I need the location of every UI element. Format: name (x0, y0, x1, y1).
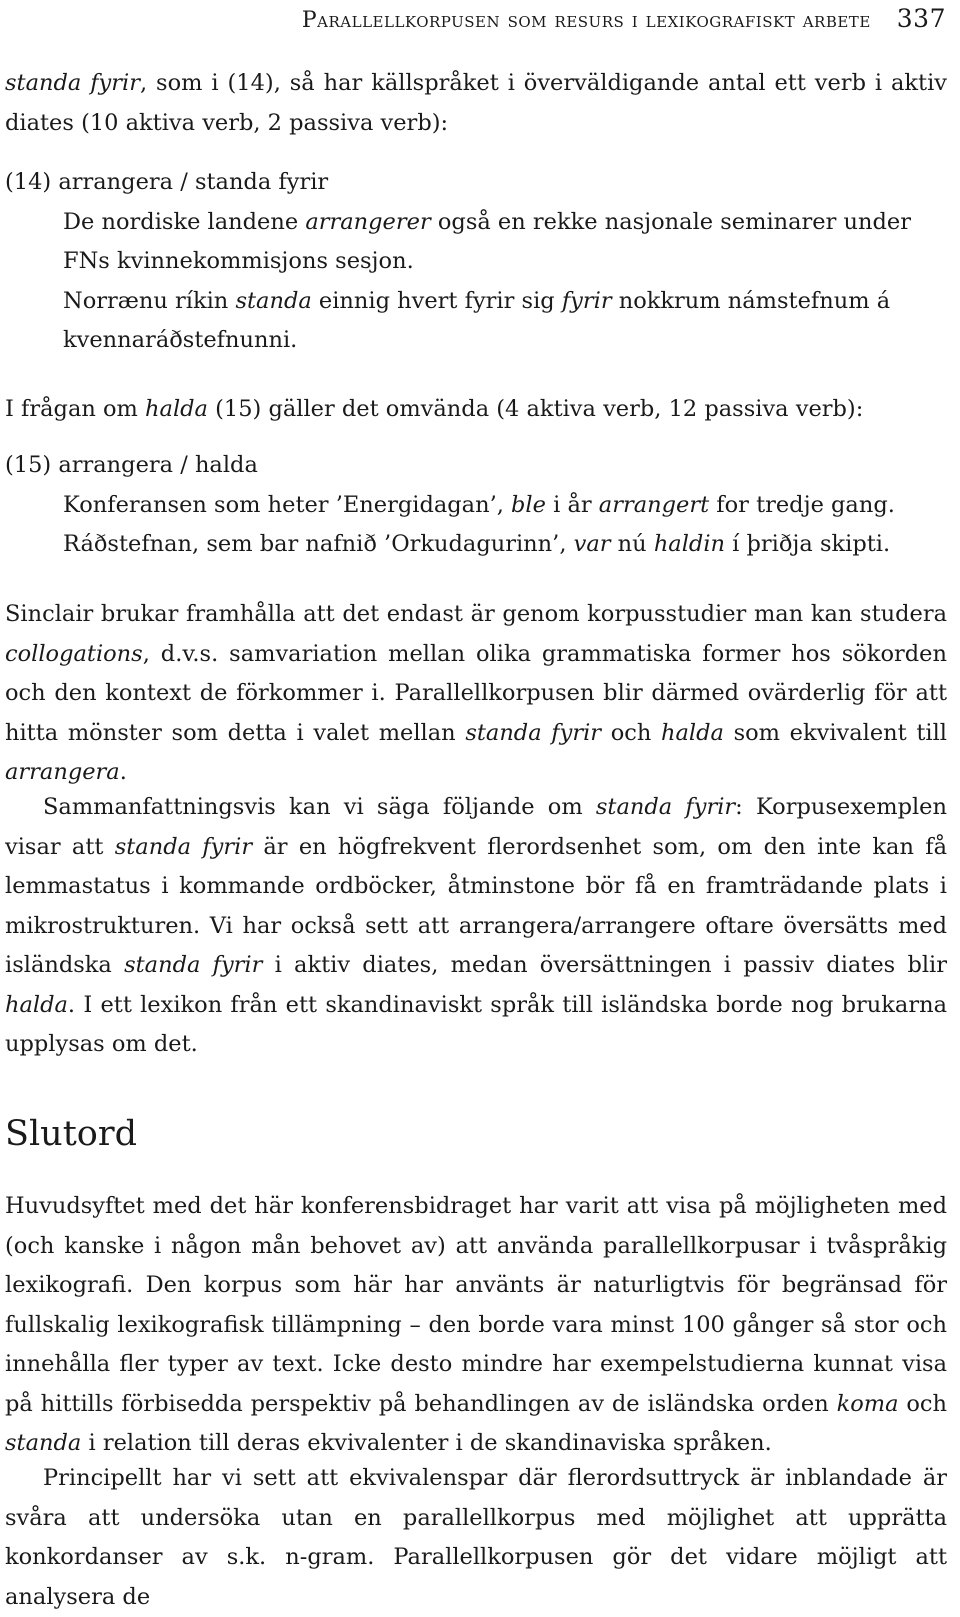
running-header (302, 4, 946, 33)
term-standa-fyrir: standa fyrir (5, 70, 140, 96)
paragraph-summary: Sammanfattningsvis kan vi säga följande om standa fyrir: Korpusexemplen visar att standa fyrir är en högfrekvent flerordsenhet som, om den inte kan få lemmastatus i kommande ordböcker, åtminstone bör få en framträdande plats i mikrostrukturen. Vi har också sett att arrangera/arrangere oftare översätts med isländska standa fyrir i aktiv diates, medan översättningen i passiv diates blir halda. I ett lexikon från ett skandinaviskt språk till isländska borde nog brukarna upplysas om det. (5, 794, 947, 1057)
section-heading: Slutord (5, 1114, 137, 1154)
example-14-label: (14) arrangera / standa fyrir (5, 169, 329, 195)
example-14 (5, 163, 947, 361)
running-title: Parallellkorpusen som resurs i lexikografiskt arbete (301, 8, 871, 33)
example-15-norwegian: Konferansen som heter ’Energidagan’, ble i år arrangert for tredje gang. (63, 491, 895, 518)
example-14-norwegian: De nordiske landene arrangerer også en rekke nasjonale seminarer under FNs kvinnekommisjons sesjon. (63, 208, 911, 274)
example-15-icelandic: Ráðstefnan, sem bar nafnið ’Orkudagurinn’, var nú haldin í þriðja skipti. (63, 531, 891, 557)
example-15-label: (15) arrangera / halda (5, 452, 258, 478)
example-15 (5, 446, 947, 565)
paragraph-sinclair: Sinclair brukar framhålla att det endast är genom korpusstudier man kan studera collogations, d.v.s. samvariation mellan olika grammatiska former hos sökorden och den kontext de förkommer i. Parallellkorpusen blir därmed ovärderlig för att hitta mönster som detta i valet mellan standa fyrir och halda som ekvivalent till arrangera. (5, 601, 947, 785)
page-number: 337 (896, 4, 946, 33)
paragraph-intro: standa fyrir, som i (14), så har källspråket i överväldigande antal ett verb i aktiv diates (10 aktiva verb, 2 passiva verb): (5, 70, 947, 136)
example-14-icelandic: Norrænu ríkin standa einnig hvert fyrir sig fyrir nokkrum námstefnum á kvennaráðstefnunni. (63, 287, 891, 353)
paragraph-slutord-2: Principellt har vi sett att ekvivalenspar där flerordsuttryck är inblandade är svåra att undersöka utan en parallellkorpus med möjlighet att upprätta konkordanser av s.k. n-gram. Parallellkorpusen gör det vidare möjligt att analysera de (5, 1465, 947, 1610)
paragraph-halda: I frågan om halda (15) gäller det omvända (4 aktiva verb, 12 passiva verb): (5, 396, 864, 422)
paragraph-slutord-1: Huvudsyftet med det här konferensbidraget har varit att visa på möjligheten med (och kanske i någon mån behovet av) att använda parallellkorpusar i tvåspråkig lexikografi. Den korpus som här har använts är naturligtvis för begränsad för fullskalig lexikografisk tillämpning – den borde vara minst 100 gånger så stor och innehålla fler typer av text. Icke desto mindre har exempelstudierna kunnat visa på hittills förbisedda perspektiv på behandlingen av de isländska orden koma och standa i relation till deras ekvivalenter i de skandinaviska språken. (5, 1193, 947, 1456)
